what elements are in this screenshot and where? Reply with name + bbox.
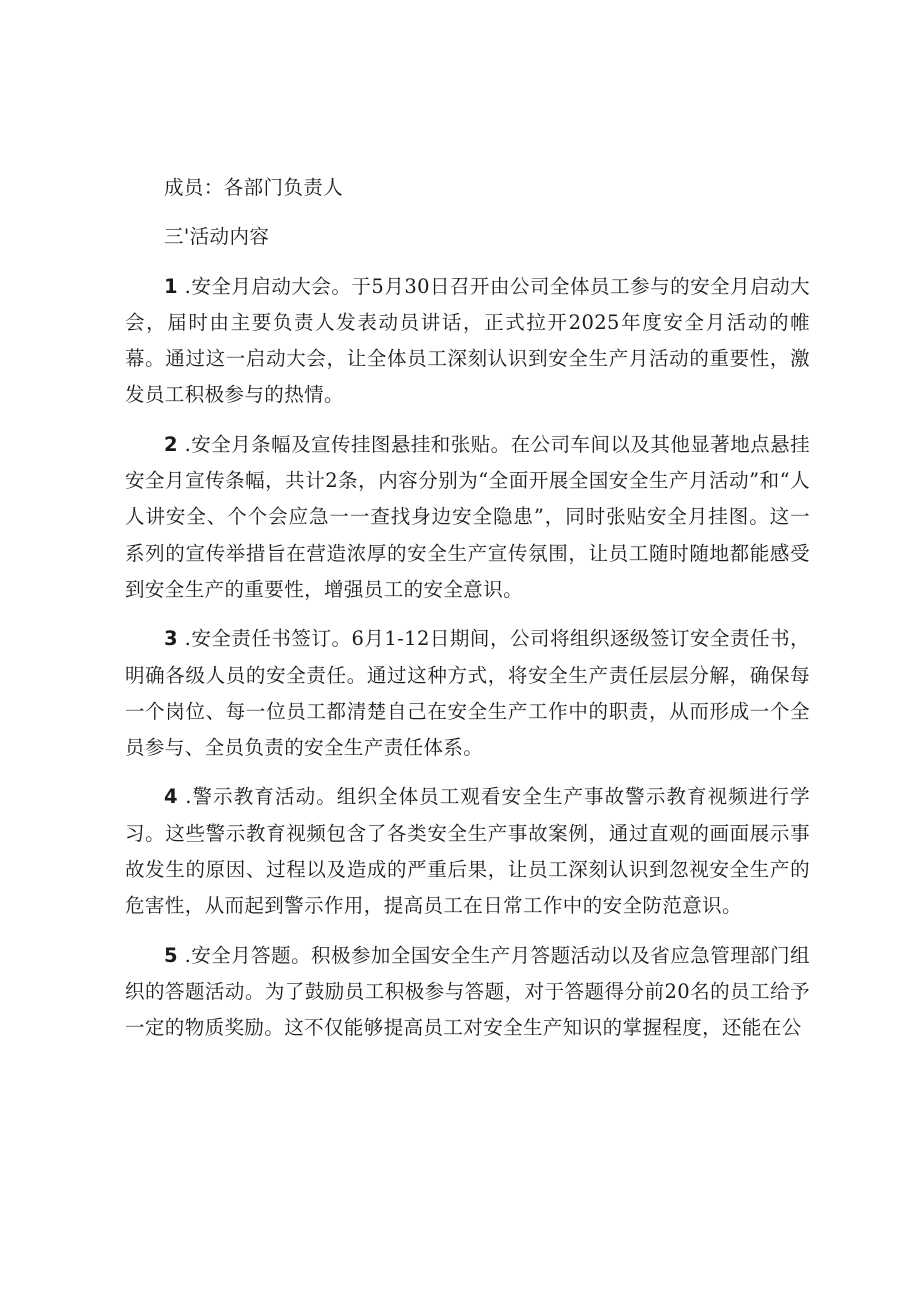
list-item-5	[125, 938, 810, 1047]
item-number: 3	[164, 627, 178, 651]
item-text: .安全责任书签订。6月1-12日期间，公司将组织逐级签订安全责任书，明确各级人员的安全责任。通过这种方式，将安全生产责任层层分解，确保每一个岗位、每一位员工都清楚自己在安全生产工作中的职责，从而形成一个全员参与、全员负责的安全生产责任体系。	[125, 627, 810, 760]
list-item-2	[125, 427, 810, 608]
item-number: 5	[164, 943, 178, 967]
item-text: .警示教育活动。组织全体员工观看安全生产事故警示教育视频进行学习。这些警示教育视频包含了各类安全生产事故案例，通过直观的画面展示事故发生的原因、过程以及造成的严重后果，让员工深刻认识到忽视安全生产的危害性，从而起到警示作用，提高员工在日常工作中的安全防范意识。	[125, 785, 810, 918]
item-number: 2	[164, 432, 178, 456]
item-text: .安全月启动大会。于5月30日召开由公司全体员工参与的安全月启动大会，届时由主要负责人发表动员讲话，正式拉开2025年度安全月活动的帷幕。通过这一启动大会，让全体员工深刻认识到安全生产月活动的重要性，激发员工积极参与的热情。	[125, 274, 810, 407]
list-item-3	[125, 621, 810, 766]
item-number: 4	[164, 785, 178, 809]
item-text: .安全月条幅及宣传挂图悬挂和张贴。在公司车间以及其他显著地点悬挂安全月宣传条幅，共计2条，内容分别为“全面开展全国安全生产月活动”和“人人讲安全、个个会应急一一查找身边安全隐患”，同时张贴安全月挂图。这一系列的宣传举措旨在营造浓厚的安全生产宣传氛围，让员工随时随地都能感受到安全生产的重要性，增强员工的安全意识。	[125, 432, 810, 601]
document-body	[125, 170, 810, 1047]
section-heading: 三'活动内容	[164, 225, 270, 249]
list-item-4	[125, 779, 810, 924]
members-line: 成员：各部门负责人	[164, 176, 344, 199]
item-text: .安全月答题。积极参加全国安全生产月答题活动以及省应急管理部门组织的答题活动。为了鼓励员工积极参与答题，对于答题得分前20名的员工给予一定的物质奖励。这不仅能够提高员工对安全生产知识的掌握程度，还能在公	[125, 943, 810, 1040]
list-item-1	[125, 269, 810, 414]
item-number: 1	[164, 274, 178, 298]
